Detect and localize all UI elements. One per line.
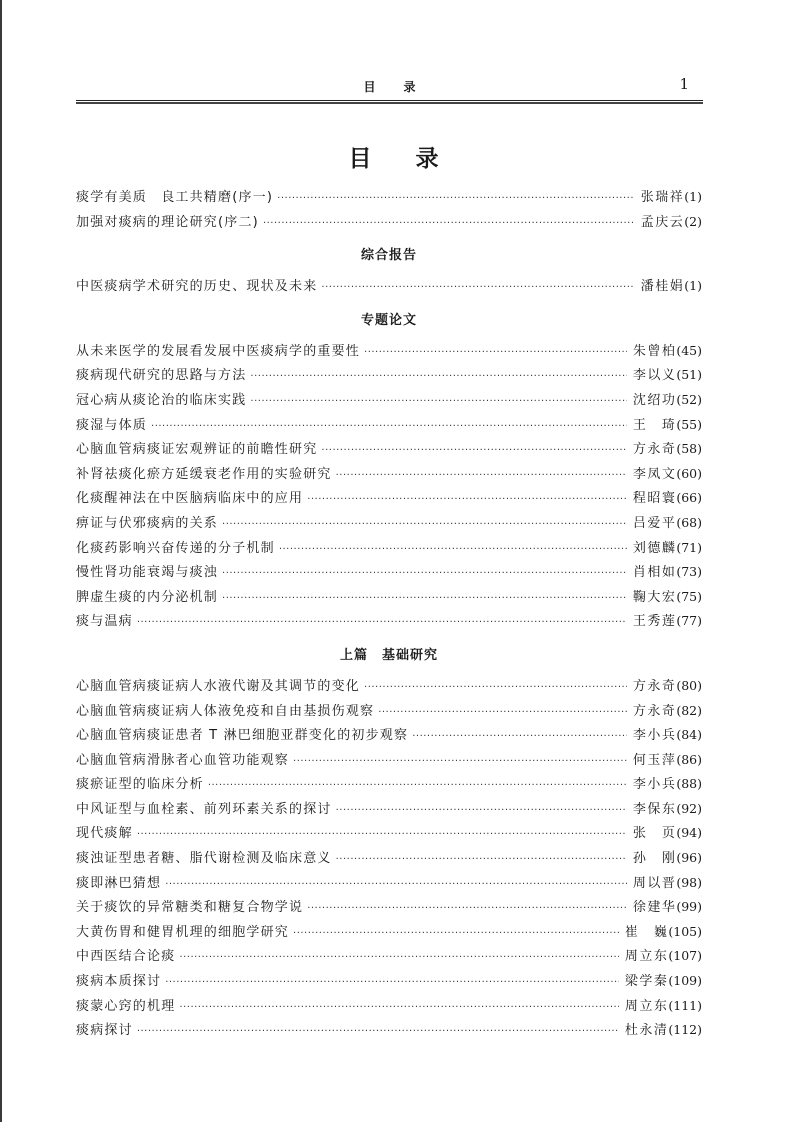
toc-entry[interactable] xyxy=(76,389,702,414)
dot-leader xyxy=(165,977,619,988)
toc-entry[interactable] xyxy=(76,896,702,921)
entry-author: 徐建华 xyxy=(632,900,677,916)
dot-leader xyxy=(307,494,627,505)
entry-author: 朱曾柏 xyxy=(632,343,677,359)
toc-entry[interactable] xyxy=(76,537,702,562)
entry-page: (99) xyxy=(676,899,702,915)
entry-page: (45) xyxy=(676,342,702,358)
entry-author: 崔 巍 xyxy=(624,924,669,940)
entry-page: (51) xyxy=(676,367,702,383)
toc-entry[interactable] xyxy=(76,700,702,725)
entry-title: 中风证型与血栓素、前列环素关系的探讨 xyxy=(76,801,332,817)
entry-author: 沈绍功 xyxy=(632,392,677,408)
entry-page: (82) xyxy=(676,702,702,718)
entry-author: 王秀莲 xyxy=(632,614,677,630)
entry-page: (92) xyxy=(676,800,702,816)
toc-entry[interactable] xyxy=(76,211,702,236)
dot-leader xyxy=(277,193,635,204)
entry-page: (105) xyxy=(668,923,702,939)
toc-entry[interactable] xyxy=(76,340,702,365)
toc-entry[interactable] xyxy=(76,512,702,537)
toc-entry[interactable] xyxy=(76,773,702,798)
dot-leader xyxy=(364,682,627,693)
dot-leader xyxy=(321,282,634,293)
dot-leader xyxy=(208,780,627,791)
entry-author: 方永奇 xyxy=(632,678,677,694)
entry-title: 痰病本质探讨 xyxy=(76,974,162,990)
entry-title: 大黄伤胃和健胃机理的细胞学研究 xyxy=(76,924,290,940)
entry-title: 化痰药影响兴奋传递的分子机制 xyxy=(76,540,275,556)
entry-page: (75) xyxy=(676,588,702,604)
entry-title: 冠心病从痰论治的临床实践 xyxy=(76,392,247,408)
dot-leader xyxy=(137,617,627,628)
entry-title: 现代痰解 xyxy=(76,826,133,842)
entry-title: 加强对痰病的理论研究(序二) xyxy=(76,214,259,230)
entry-title: 痰病探讨 xyxy=(76,1023,133,1039)
toc-entry[interactable] xyxy=(76,275,702,300)
toc-entry[interactable] xyxy=(76,945,702,970)
entry-author: 刘德麟 xyxy=(632,540,677,556)
section-heading: 综合报告 xyxy=(360,248,417,264)
toc-entry[interactable] xyxy=(76,364,702,389)
running-head xyxy=(76,75,703,98)
entry-title: 心脑血管病痰证病人水液代谢及其调节的变化 xyxy=(76,678,361,694)
entry-author: 李以义 xyxy=(632,368,677,384)
entry-author: 李凤文 xyxy=(632,466,677,482)
entry-author: 方永奇 xyxy=(632,442,677,458)
dot-leader xyxy=(151,421,627,432)
entry-author: 程昭寰 xyxy=(632,491,677,507)
entry-title: 痹证与伏邪痰病的关系 xyxy=(76,515,219,531)
entry-title: 痰蒙心窍的机理 xyxy=(76,998,176,1014)
dot-leader xyxy=(293,928,619,939)
entry-title: 化痰醒神法在中医脑病临床中的应用 xyxy=(76,491,304,507)
toc-entry[interactable] xyxy=(76,872,702,897)
toc-entry[interactable] xyxy=(76,675,702,700)
entry-author: 何玉萍 xyxy=(632,752,677,768)
entry-page: (1) xyxy=(684,278,702,294)
entry-page: (96) xyxy=(676,850,702,866)
dot-leader xyxy=(263,218,635,229)
entry-author: 鞠大宏 xyxy=(632,589,677,605)
entry-author: 潘桂娟 xyxy=(640,279,685,295)
toc-entry[interactable] xyxy=(76,438,702,463)
entry-title: 痰浊证型患者糖、脂代谢检测及临床意义 xyxy=(76,851,332,867)
entry-author: 梁学秦 xyxy=(624,974,669,990)
dot-leader xyxy=(336,854,627,865)
dot-leader xyxy=(250,396,626,407)
entry-page: (2) xyxy=(684,213,702,229)
page-title: 目录 xyxy=(348,146,483,172)
entry-author: 李小兵 xyxy=(632,777,677,793)
entry-author: 杜永清 xyxy=(624,1023,669,1039)
dot-leader xyxy=(179,1002,618,1013)
entry-title: 从未来医学的发展看发展中医痰病学的重要性 xyxy=(76,343,361,359)
entry-author: 孟庆云 xyxy=(640,214,685,230)
entry-page: (107) xyxy=(668,948,702,964)
section-heading: 上篇 基础研究 xyxy=(339,647,438,663)
entry-page: (109) xyxy=(668,973,702,989)
dot-leader xyxy=(307,903,627,914)
toc-entry[interactable] xyxy=(76,749,702,774)
entry-page: (66) xyxy=(676,490,702,506)
entry-title: 痰瘀证型的临床分析 xyxy=(76,777,204,793)
entry-page: (52) xyxy=(676,391,702,407)
dot-leader xyxy=(137,829,627,840)
entry-title: 痰学有美质 良工共精磨(序一) xyxy=(76,190,274,205)
toc-entry[interactable] xyxy=(76,822,702,847)
dot-leader xyxy=(250,371,626,382)
entry-page: (80) xyxy=(676,677,702,693)
entry-page: (73) xyxy=(676,564,702,580)
entry-author: 孙 刚 xyxy=(632,851,677,867)
toc-entry[interactable] xyxy=(76,610,702,635)
dot-leader xyxy=(378,707,627,718)
entry-page: (88) xyxy=(676,776,702,792)
entry-page: (60) xyxy=(676,465,702,481)
dot-leader xyxy=(321,445,626,456)
entry-title: 中医痰病学术研究的历史、现状及未来 xyxy=(76,279,318,295)
dot-leader xyxy=(137,1026,619,1037)
entry-author: 方永奇 xyxy=(632,703,677,719)
entry-author: 周立东 xyxy=(624,949,669,965)
toc-entry[interactable] xyxy=(76,186,702,211)
toc-entry[interactable] xyxy=(76,970,702,995)
entry-page: (68) xyxy=(676,514,702,530)
section-heading: 专题论文 xyxy=(360,312,417,328)
toc-entry[interactable] xyxy=(76,414,702,439)
entry-title: 痰病现代研究的思路与方法 xyxy=(76,368,247,384)
entry-page: (71) xyxy=(676,539,702,555)
toc-entry[interactable] xyxy=(76,921,702,946)
toc-entry[interactable] xyxy=(76,463,702,488)
entry-author: 李小兵 xyxy=(632,728,677,744)
entry-page: (58) xyxy=(676,441,702,457)
dot-leader xyxy=(222,568,627,579)
toc-entry[interactable] xyxy=(76,798,702,823)
dot-leader xyxy=(222,519,627,530)
entry-title: 痰与温病 xyxy=(76,614,133,630)
dot-leader xyxy=(279,544,627,555)
toc-entry[interactable] xyxy=(76,995,702,1020)
dot-leader xyxy=(336,470,627,481)
entry-title: 中西医结合论痰 xyxy=(76,949,176,965)
dot-leader xyxy=(336,805,627,816)
entry-author: 吕爱平 xyxy=(632,515,677,531)
entry-title: 心脑血管病滑脉者心血管功能观察 xyxy=(76,752,290,768)
entry-page: (84) xyxy=(676,727,702,743)
entry-author: 周以晋 xyxy=(632,875,677,891)
entry-title: 脾虚生痰的内分泌机制 xyxy=(76,589,219,605)
entry-page: (77) xyxy=(676,613,702,629)
table-of-contents xyxy=(76,186,702,1044)
entry-title: 慢性肾功能衰竭与痰浊 xyxy=(76,565,219,581)
entry-page: (1) xyxy=(684,189,702,204)
entry-author: 张瑞祥 xyxy=(640,190,685,205)
entry-author: 张 页 xyxy=(632,826,677,842)
entry-author: 周立东 xyxy=(624,998,669,1014)
entry-author: 王 琦 xyxy=(632,417,677,433)
entry-title: 关于痰饮的异常糖类和糖复合物学说 xyxy=(76,900,304,916)
dot-leader xyxy=(179,952,618,963)
entry-page: (55) xyxy=(676,416,702,432)
entry-title: 痰即淋巴猜想 xyxy=(76,875,162,891)
running-head-title: 目录 xyxy=(363,80,444,94)
dot-leader xyxy=(412,731,627,742)
entry-page: (98) xyxy=(676,874,702,890)
toc-entry[interactable] xyxy=(76,724,702,749)
dot-leader xyxy=(293,756,627,767)
entry-title: 心脑血管病痰证宏观辨证的前瞻性研究 xyxy=(76,442,318,458)
entry-page: (111) xyxy=(668,997,702,1013)
dot-leader xyxy=(364,347,627,358)
entry-page: (112) xyxy=(668,1022,702,1038)
toc-entry[interactable] xyxy=(76,487,702,512)
header-rule xyxy=(76,100,703,104)
entry-author: 肖相如 xyxy=(632,565,677,581)
entry-author: 李保东 xyxy=(632,801,677,817)
toc-entry[interactable] xyxy=(76,586,702,611)
running-head-page-number: 1 xyxy=(679,75,689,93)
entry-title: 心脑血管病痰证病人体液免疫和自由基损伤观察 xyxy=(76,703,375,719)
toc-entry[interactable] xyxy=(76,847,702,872)
dot-leader xyxy=(222,593,627,604)
entry-title: 痰湿与体质 xyxy=(76,417,148,433)
entry-page: (86) xyxy=(676,751,702,767)
toc-entry[interactable] xyxy=(76,1019,702,1044)
entry-title: 心脑血管病痰证患者 T 淋巴细胞亚群变化的初步观察 xyxy=(76,728,409,744)
entry-title: 补肾祛痰化瘀方延缓衰老作用的实验研究 xyxy=(76,466,332,482)
dot-leader xyxy=(165,879,627,890)
entry-page: (94) xyxy=(676,825,702,841)
toc-entry[interactable] xyxy=(76,561,702,586)
